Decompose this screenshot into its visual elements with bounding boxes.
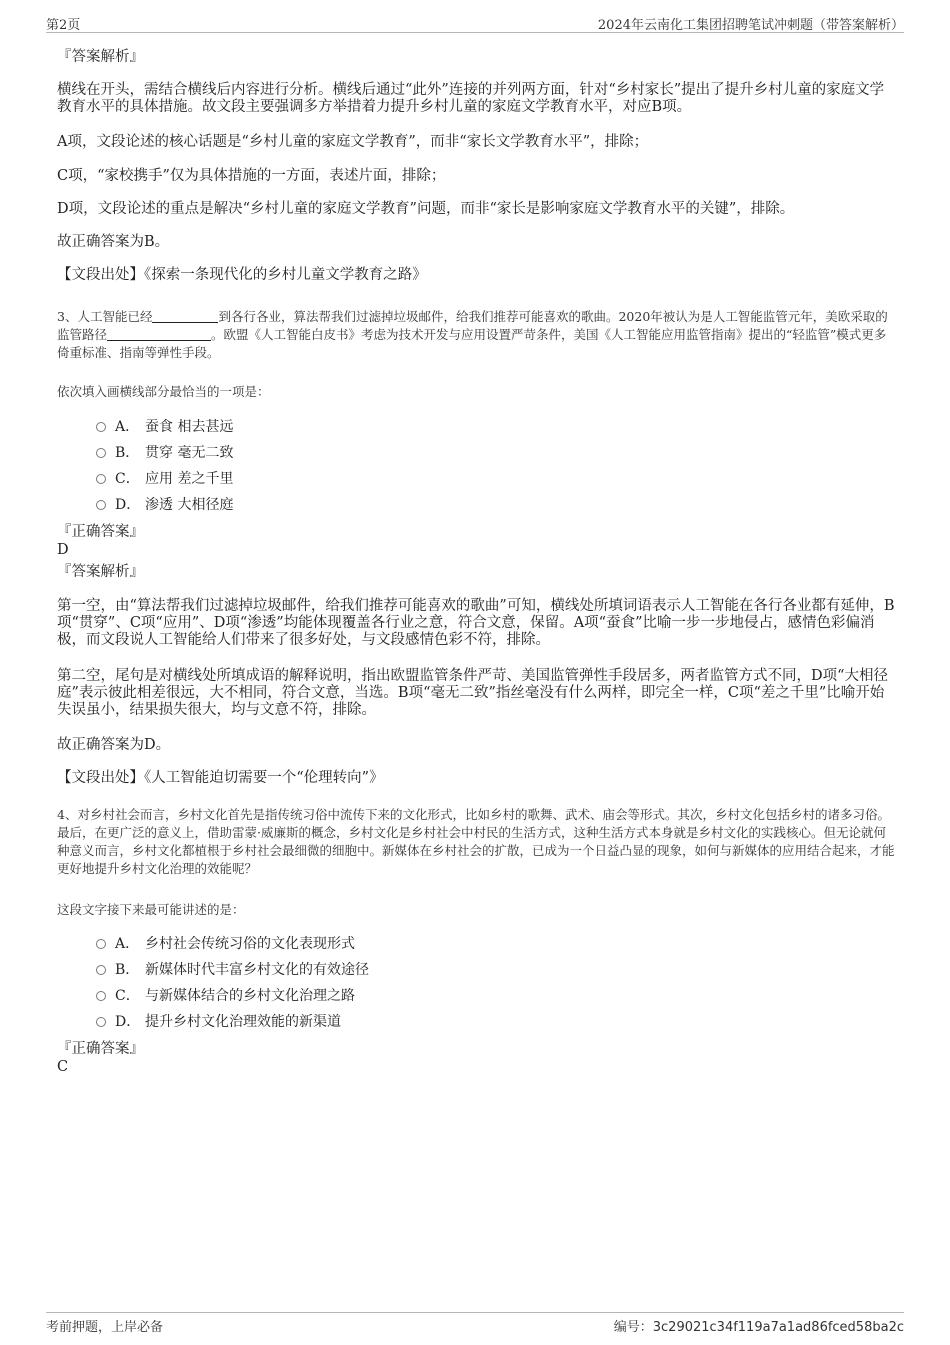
q3-source: 【文段出处】《人工智能迫切需要一个“伦理转向”》 <box>57 770 384 786</box>
q4-option-a[interactable]: A． 乡村社会传统习俗的文化表现形式 <box>96 935 355 953</box>
q3-analysis-p2: 第二空，尾句是对横线处所填成语的解释说明，指出欧盟监管条件严苛、美国监管弹性手段居多，两者监管方式不同，D项“大相径庭”表示彼此相差很远，大不相同，符合文意，当选。B项“毫无二致”指丝毫没有什么两样，即完全一样，C项“差之千里”比喻开始失误虽小，结果损失很大，均与文意不符，排除。 <box>57 668 889 718</box>
q3-analysis-p1: 第一空，由“算法帮我们过滤掉垃圾邮件，给我们推荐可能喜欢的歌曲”可知，横线处所填词语表示人工智能在各行各业都有延伸，B项“贯穿”、C项“应用”、D项“渗透”均能体现覆盖各行业之意，符合文意，保留。A项“蚕食”比喻一步一步地侵占，感情色彩偏消极，而文段说人工智能给人们带来了很多好处，与文段感情色彩不符，排除。 <box>57 598 895 648</box>
q4-correct-label: 『正确答案』 <box>57 1041 144 1057</box>
q2-analysis-p1: 横线在开头，需结合横线后内容进行分析。横线后通过“此外”连接的并列两方面，针对“乡村家长”提出了提升乡村儿童的家庭文学教育水平的具体措施。故文段主要强调多方举措着力提升乡村儿童的家庭文学教育水平，对应B项。 <box>57 82 885 115</box>
page-number: 第2页 <box>46 18 81 33</box>
q2-analysis-label: 『答案解析』 <box>57 49 144 65</box>
page-header <box>46 14 904 33</box>
q2-source: 【文段出处】《探索一条现代化的乡村儿童文学教育之路》 <box>57 267 427 283</box>
q4-option-c[interactable]: C． 与新媒体结合的乡村文化治理之路 <box>96 987 355 1005</box>
q3-prompt: 依次填入画横线部分最恰当的一项是： <box>57 384 270 399</box>
q3-correct-label: 『正确答案』 <box>57 524 144 540</box>
q3-stem-part-c: 。欧盟《人工智能白皮书》考虑为技术开发与应用设置严苛条件，美国《人工智能应用监管指南》提出的“轻监管”模式更多倚重标准、指南等弹性手段。 <box>57 327 887 360</box>
blank-1 <box>152 310 218 323</box>
document-title: 2024年云南化工集团招聘笔试冲刺题（带答案解析） <box>597 18 904 33</box>
radio-icon[interactable] <box>96 1017 106 1027</box>
q2-analysis-p4: D项，文段论述的重点是解决“乡村儿童的家庭文学教育”问题，而非“家长是影响家庭文学教育水平的关键”，排除。 <box>57 201 795 217</box>
q3-option-d[interactable]: D． 渗透 大相径庭 <box>96 496 233 514</box>
q3-correct-answer: D <box>57 542 69 558</box>
footer-code-label: 编号： <box>613 1320 653 1335</box>
q2-analysis-p2: A项，文段论述的核心话题是“乡村儿童的家庭文学教育”，而非“家长文学教育水平”，排除； <box>57 134 649 150</box>
q4-option-d[interactable]: D． 提升乡村文化治理效能的新渠道 <box>96 1013 341 1031</box>
footer-slogan: 考前押题，上岸必备 <box>46 1320 164 1335</box>
q3-stem-part-b: 到各行各业，算法帮我们过滤掉垃圾邮件，给我们推荐可能喜欢的歌曲。2020年被认为是人工智能监管元年，美欧采取的监管路径 <box>57 309 888 342</box>
q3-answer-line: 故正确答案为D。 <box>57 737 171 753</box>
radio-icon[interactable] <box>96 939 106 949</box>
blank-2 <box>107 328 211 341</box>
q4-stem: 4、对乡村社会而言，乡村文化首先是指传统习俗中流传下来的文化形式，比如乡村的歌舞、武术、庙会等形式。其次，乡村文化包括乡村的诸多习俗。最后，在更广泛的意义上，借助雷蒙·威廉斯的概念，乡村文化是乡村社会中村民的生活方式，这种生活方式本身就是乡村文化的实践核心。但无论就何种意义而言，乡村文化都植根于乡村社会最细微的细胞中。新媒体在乡村社会的扩散，已成为一个日益凸显的现象，如何与新媒体的应用结合起来，才能更好地提升乡村文化治理的效能呢？ <box>57 807 895 876</box>
q4-prompt: 这段文字接下来最可能讲述的是： <box>57 902 245 917</box>
q3-stem <box>57 308 897 362</box>
q2-answer-line: 故正确答案为B。 <box>57 234 170 250</box>
radio-icon[interactable] <box>96 422 106 432</box>
q3-stem-part-a: 3、人工智能已经 <box>57 309 153 324</box>
radio-icon[interactable] <box>96 474 106 484</box>
radio-icon[interactable] <box>96 991 106 1001</box>
page-footer <box>46 1312 904 1334</box>
radio-icon[interactable] <box>96 448 106 458</box>
q4-correct-answer: C <box>57 1059 69 1075</box>
footer-code <box>614 1316 904 1335</box>
radio-icon[interactable] <box>96 500 106 510</box>
q3-option-c[interactable]: C． 应用 差之千里 <box>96 470 233 488</box>
footer-code-value: 3c29021c34f119a7a1ad86fced58ba2c <box>652 1320 904 1335</box>
q4-option-b[interactable]: B． 新媒体时代丰富乡村文化的有效途径 <box>96 961 369 979</box>
radio-icon[interactable] <box>96 965 106 975</box>
q3-option-a[interactable]: A． 蚕食 相去甚远 <box>96 418 233 436</box>
q3-option-b[interactable]: B． 贯穿 毫无二致 <box>96 444 233 462</box>
q2-analysis-p3: C项，“家校携手”仅为具体措施的一方面，表述片面，排除； <box>57 168 446 184</box>
q3-analysis-label: 『答案解析』 <box>57 564 144 580</box>
